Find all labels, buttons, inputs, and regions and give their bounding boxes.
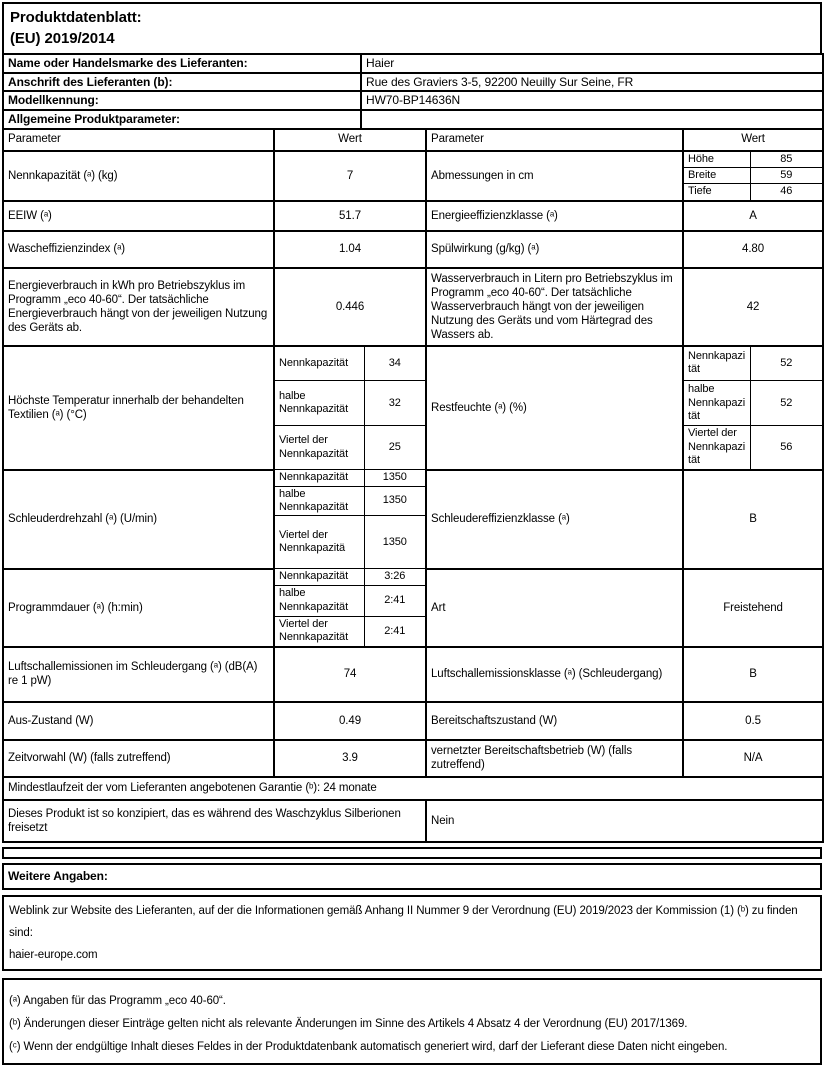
empty-row (2, 847, 822, 859)
supplier-row-address (3, 73, 823, 92)
spin-quarter-value: 1350 (364, 516, 426, 569)
header-row (3, 129, 823, 151)
type-value: Freistehend (683, 569, 823, 647)
type-label: Art (426, 569, 683, 647)
row-capacity-dimensions (3, 151, 823, 168)
noise-label: Luftschallemissionen im Schleudergang (ᵃ) (dB(A) re 1 pW) (3, 647, 274, 702)
row-warranty (3, 777, 823, 800)
standby-label: Bereitschaftszustand (W) (426, 702, 683, 740)
eeiw-label: EEIW (ᵃ) (3, 201, 274, 231)
dimension-width-value: 59 (750, 167, 823, 183)
general-parameters-value (361, 110, 823, 129)
row-eeiw-energyclass (3, 201, 823, 231)
off-mode-label: Aus-Zustand (W) (3, 702, 274, 740)
energy-class-value: A (683, 201, 823, 231)
wash-index-value: 1.04 (274, 231, 426, 268)
row-spin-1 (3, 470, 823, 486)
spin-rated-label: Nennkapazität (274, 470, 364, 486)
water-consumption-value: 42 (683, 268, 823, 346)
max-temp-quarter-label: Viertel der Nennkapazität (274, 426, 364, 470)
duration-quarter-label: Viertel der Nennkapazität (274, 616, 364, 646)
row-washindex-rinse (3, 231, 823, 268)
capacity-label: Nennkapazität (ᵃ) (kg) (3, 151, 274, 201)
supplier-brand-value: Haier (361, 54, 823, 73)
row-maxtemp-moisture-1 (3, 346, 823, 381)
dimension-depth-label: Tiefe (683, 184, 750, 201)
duration-half-value: 2:41 (364, 585, 426, 616)
further-info-heading: Weitere Angaben: (2, 863, 822, 890)
water-consumption-label: Wasserverbrauch in Litern pro Betriebszyklus im Programm „eco 40-60“. Der tatsächliche Wasserverbrauch hängt von der jeweiligen Nutzung des Geräts und vom Härtegrad des Wassers ab. (426, 268, 683, 346)
standby-value: 0.5 (683, 702, 823, 740)
row-silver-ions (3, 800, 823, 842)
moisture-quarter-value: 56 (750, 426, 823, 470)
silver-ions-value: Nein (426, 800, 823, 842)
title-box (2, 2, 822, 55)
off-mode-value: 0.49 (274, 702, 426, 740)
header-wert-left: Wert (274, 129, 426, 151)
row-energy-water-consumption (3, 268, 823, 346)
header-wert-right: Wert (683, 129, 823, 151)
wash-index-label: Wascheffizienzindex (ᵃ) (3, 231, 274, 268)
rinse-value: 4.80 (683, 231, 823, 268)
supplier-row-brand (3, 54, 823, 73)
moisture-quarter-label: Viertel der Nennkapazität (683, 426, 750, 470)
max-temp-quarter-value: 25 (364, 426, 426, 470)
moisture-half-value: 52 (750, 381, 823, 426)
capacity-value: 7 (274, 151, 426, 201)
spin-class-value: B (683, 470, 823, 569)
row-delay-networked (3, 740, 823, 777)
energy-consumption-label: Energieverbrauch in kWh pro Betriebszyklus im Programm „eco 40-60“. Der tatsächliche Energieverbrauch hängt von der jeweiligen Nutzung des Geräts ab. (3, 268, 274, 346)
max-temp-half-label: halbe Nennkapazität (274, 381, 364, 426)
duration-quarter-value: 2:41 (364, 616, 426, 646)
supplier-address-label: Anschrift des Lieferanten (b): (3, 73, 361, 92)
warranty-text: Mindestlaufzeit der vom Lieferanten angebotenen Garantie (ᵇ): 24 monate (3, 777, 823, 800)
max-temp-label: Höchste Temperatur innerhalb der behandelten Textilien (ᵃ) (°C) (3, 346, 274, 470)
supplier-table (2, 53, 824, 130)
footnote-a: (ᵃ) Angaben für das Programm „eco 40-60“. (9, 994, 226, 1007)
dimension-height-value: 85 (750, 151, 823, 168)
general-parameters-label: Allgemeine Produktparameter: (3, 110, 361, 129)
spin-rated-value: 1350 (364, 470, 426, 486)
weblink-box (2, 895, 822, 971)
networked-standby-label: vernetzter Bereitschaftsbetrieb (W) (falls zutreffend) (426, 740, 683, 777)
max-temp-half-value: 32 (364, 381, 426, 426)
spin-speed-label: Schleuderdrehzahl (ᵃ) (U/min) (3, 470, 274, 569)
energy-class-label: Energieeffizienzklasse (ᵃ) (426, 201, 683, 231)
spin-half-label: halbe Nennkapazität (274, 486, 364, 516)
dimension-depth-value: 46 (750, 184, 823, 201)
row-offmode-standby (3, 702, 823, 740)
eeiw-value: 51.7 (274, 201, 426, 231)
duration-rated-value: 3:26 (364, 569, 426, 585)
delay-start-value: 3.9 (274, 740, 426, 777)
residual-moisture-label: Restfeuchte (ᵃ) (%) (426, 346, 683, 470)
supplier-address-value: Rue des Graviers 3-5, 92200 Neuilly Sur Seine, FR (361, 73, 823, 92)
silver-ions-label: Dieses Produkt ist so konzipiert, das es während des Waschzyklus Silberionen freisetzt (3, 800, 426, 842)
doc-regulation: (EU) 2019/2014 (10, 30, 115, 47)
moisture-rated-value: 52 (750, 346, 823, 381)
moisture-rated-label: Nennkapazität (683, 346, 750, 381)
dimension-height-label: Höhe (683, 151, 750, 168)
dimension-width-label: Breite (683, 167, 750, 183)
header-parameter-left: Parameter (3, 129, 274, 151)
networked-standby-value: N/A (683, 740, 823, 777)
noise-class-value: B (683, 647, 823, 702)
max-temp-rated-label: Nennkapazität (274, 346, 364, 381)
duration-rated-label: Nennkapazität (274, 569, 364, 585)
supplier-row-model (3, 91, 823, 110)
dimensions-label: Abmessungen in cm (426, 151, 683, 201)
footnote-c: (ᶜ) Wenn der endgültige Inhalt dieses Feldes in der Produktdatenbank automatisch generiert wird, darf der Lieferant diese Daten nicht eingeben. (9, 1040, 728, 1053)
moisture-half-label: halbe Nennkapazität (683, 381, 750, 426)
doc-title: Produktdatenblatt: (10, 9, 142, 26)
supplier-brand-label: Name oder Handelsmarke des Lieferanten: (3, 54, 361, 73)
model-id-value: HW70-BP14636N (361, 91, 823, 110)
noise-value: 74 (274, 647, 426, 702)
noise-class-label: Luftschallemissionsklasse (ᵃ) (Schleudergang) (426, 647, 683, 702)
spin-quarter-label: Viertel der Nennkapazitä (274, 516, 364, 569)
header-parameter-right: Parameter (426, 129, 683, 151)
footnotes-box (2, 978, 822, 1065)
duration-label: Programmdauer (ᵃ) (h:min) (3, 569, 274, 647)
rinse-label: Spülwirkung (g/kg) (ᵃ) (426, 231, 683, 268)
max-temp-rated-value: 34 (364, 346, 426, 381)
model-id-label: Modellkennung: (3, 91, 361, 110)
supplier-row-general (3, 110, 823, 129)
weblink-text: Weblink zur Website des Lieferanten, auf der die Informationen gemäß Anhang II Nummer 9 der Verordnung (EU) 2019/2023 der Kommission (1) (ᵇ) zu finden sind: (9, 904, 798, 939)
row-noise (3, 647, 823, 702)
footnote-b: (ᵇ) Änderungen dieser Einträge gelten nicht als relevante Änderungen im Sinne des Artikels 4 Absatz 4 der Verordnung (EU) 2017/1369. (9, 1017, 688, 1030)
delay-start-label: Zeitvorwahl (W) (falls zutreffend) (3, 740, 274, 777)
energy-consumption-value: 0.446 (274, 268, 426, 346)
row-duration-1 (3, 569, 823, 585)
weblink-url: haier-europe.com (9, 948, 98, 961)
duration-half-label: halbe Nennkapazität (274, 585, 364, 616)
parameters-table (2, 128, 824, 843)
spin-class-label: Schleudereffizienzklasse (ᵃ) (426, 470, 683, 569)
spin-half-value: 1350 (364, 486, 426, 516)
